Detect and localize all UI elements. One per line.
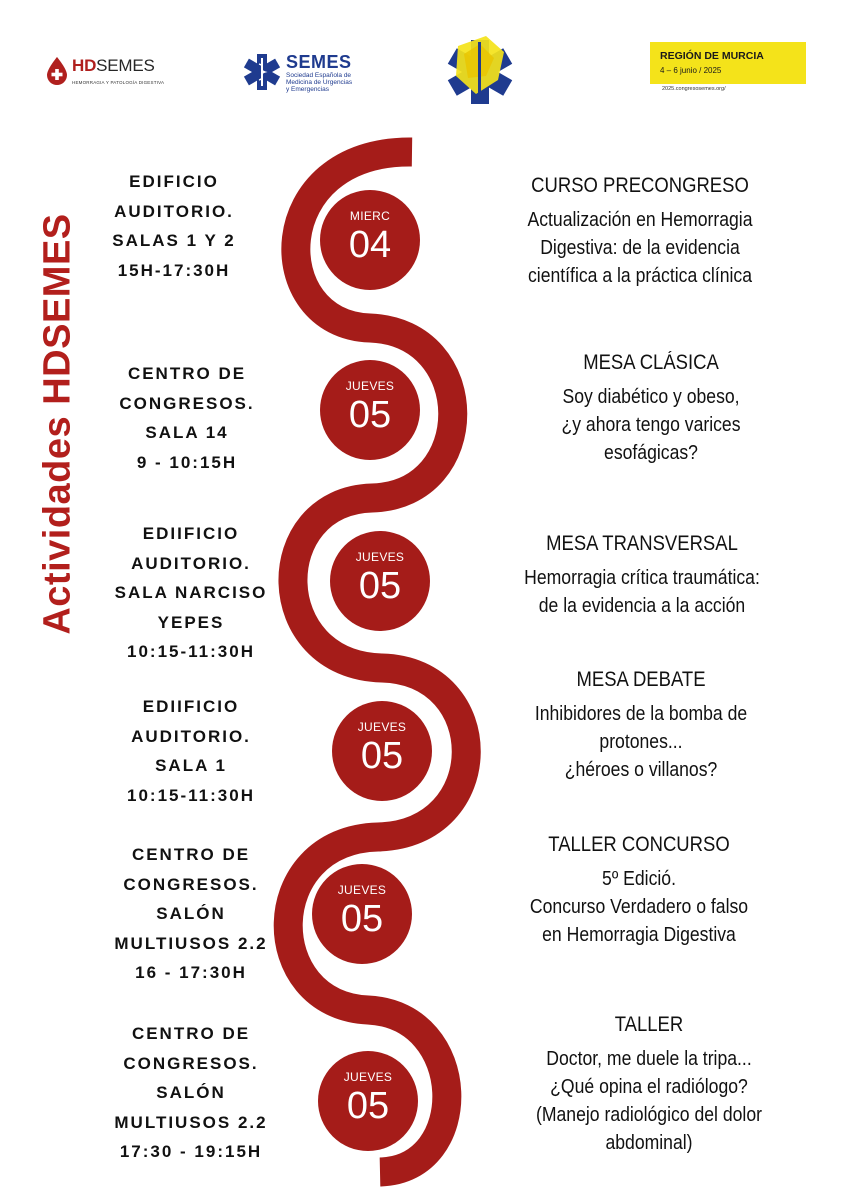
page-title: Actividades HDSEMES [36,213,79,635]
congress-dates: 4 – 6 junio / 2025 [660,66,722,75]
event-activity [506,530,779,620]
activity-line: abdominal) [605,1132,693,1154]
day-of-week: MIERC [349,209,391,223]
location-line: EDIIFICIO [142,524,240,543]
location-line: CENTRO DE [131,845,251,864]
event-location [81,840,301,988]
event-activity [503,831,776,949]
location-line: EDIIFICIO [142,697,240,716]
activity-line: ¿y ahora tengo varices [561,414,741,436]
event-activity [515,349,788,467]
activity-line: Actualización en Hemorragia [527,209,753,231]
day-number: 05 [360,735,404,777]
location-line: AUDITORIO. [131,553,251,573]
location-line: EDIFICIO [129,172,219,191]
day-of-week: JUEVES [357,720,407,734]
day-of-week: JUEVES [355,550,405,564]
location-time: 15H-17:30H [117,260,231,280]
date-circle [320,190,420,290]
event-activity [504,172,777,290]
hdsemes-logo-name: HDSEMES [72,56,155,75]
semes-logo-line-2: Medicina de Urgencias [286,79,353,86]
location-line: SALA NARCISO [114,583,268,602]
location-time: 17:30 - 19:15H [119,1142,263,1161]
activity-line: en Hemorragia Digestiva [542,924,736,946]
activity-line: Concurso Verdadero o falso [529,896,749,918]
location-line: SALÓN [156,904,226,923]
activity-line: científica a la práctica clínica [527,265,753,287]
activity-title: TALLER CONCURSO [548,833,730,856]
event-location [77,359,297,477]
activity-line: (Manejo radiológico del dolor [535,1104,762,1126]
event-activity [513,1011,786,1157]
semes-logo-line-1: Sociedad Española de [286,72,352,79]
location-line: CONGRESOS. [119,393,255,413]
date-circle [332,701,432,801]
day-number: 05 [346,1085,390,1127]
date-circle [318,1051,418,1151]
day-of-week: JUEVES [345,379,395,393]
activity-line: Inhibidores de la bomba de [534,703,748,725]
event-activity [505,666,778,784]
activity-line: Digestiva: de la evidencia [540,237,740,259]
activity-title: MESA DEBATE [576,668,706,691]
location-line: AUDITORIO. [131,726,251,746]
day-number: 04 [348,224,392,266]
serpentine-line [288,152,466,1172]
event-location [81,1019,301,1167]
location-time: 9 - 10:15H [136,452,238,472]
location-line: CENTRO DE [131,1024,251,1043]
activity-line: protones... [599,731,683,753]
location-line: SALÓN [156,1083,226,1102]
date-circle [330,531,430,631]
activity-line: de la evidencia a la acción [538,595,746,617]
day-number: 05 [340,898,384,940]
day-of-week: JUEVES [343,1070,393,1084]
congress-website: 2025.congresosemes.org/ [662,86,726,92]
date-circle [312,864,412,964]
location-line: CENTRO DE [127,364,247,383]
location-time: 10:15-11:30H [127,642,255,661]
event-location [81,692,301,810]
location-line: MULTIUSOS 2.2 [114,1112,268,1132]
activity-line: Doctor, me duele la tripa... [546,1048,752,1070]
activity-title: CURSO PRECONGRESO [531,174,749,197]
activity-title: TALLER [614,1013,684,1036]
event-location [81,519,301,667]
location-time: 10:15-11:30H [127,785,255,805]
location-line: SALA 14 [145,423,229,442]
hdsemes-logo-subtitle: HEMORRAGIA Y PATOLOGÍA DIGESTIVA [72,80,165,85]
location-line: SALA 1 [155,756,227,775]
event-location [64,167,284,285]
day-number: 05 [358,565,402,607]
date-circle [320,360,420,460]
day-number: 05 [348,394,392,436]
activity-line: esofágicas? [604,442,698,464]
activity-line: 5º Edició. [602,868,676,890]
location-line: MULTIUSOS 2.2 [114,933,268,953]
location-line: SALAS 1 Y 2 [112,231,236,250]
activity-title: MESA CLÁSICA [583,351,719,374]
day-of-week: JUEVES [337,883,387,897]
activity-line: ¿héroes o villanos? [564,759,718,781]
activity-line: ¿Qué opina el radiólogo? [550,1076,748,1098]
semes-logo-line-3: y Emergencias [286,86,329,93]
location-time: 16 - 17:30H [135,963,247,982]
location-line: CONGRESOS. [123,1053,259,1073]
activity-line: Hemorragia crítica traumática: [524,567,760,589]
activity-title: MESA TRANSVERSAL [546,532,738,555]
location-line: AUDITORIO. [114,201,234,221]
location-line: CONGRESOS. [123,874,259,894]
location-line: YEPES [157,612,225,632]
region-title: REGIÓN DE MURCIA [660,50,764,62]
activity-line: Soy diabético y obeso, [562,386,740,408]
semes-logo-title: SEMES [286,52,352,72]
